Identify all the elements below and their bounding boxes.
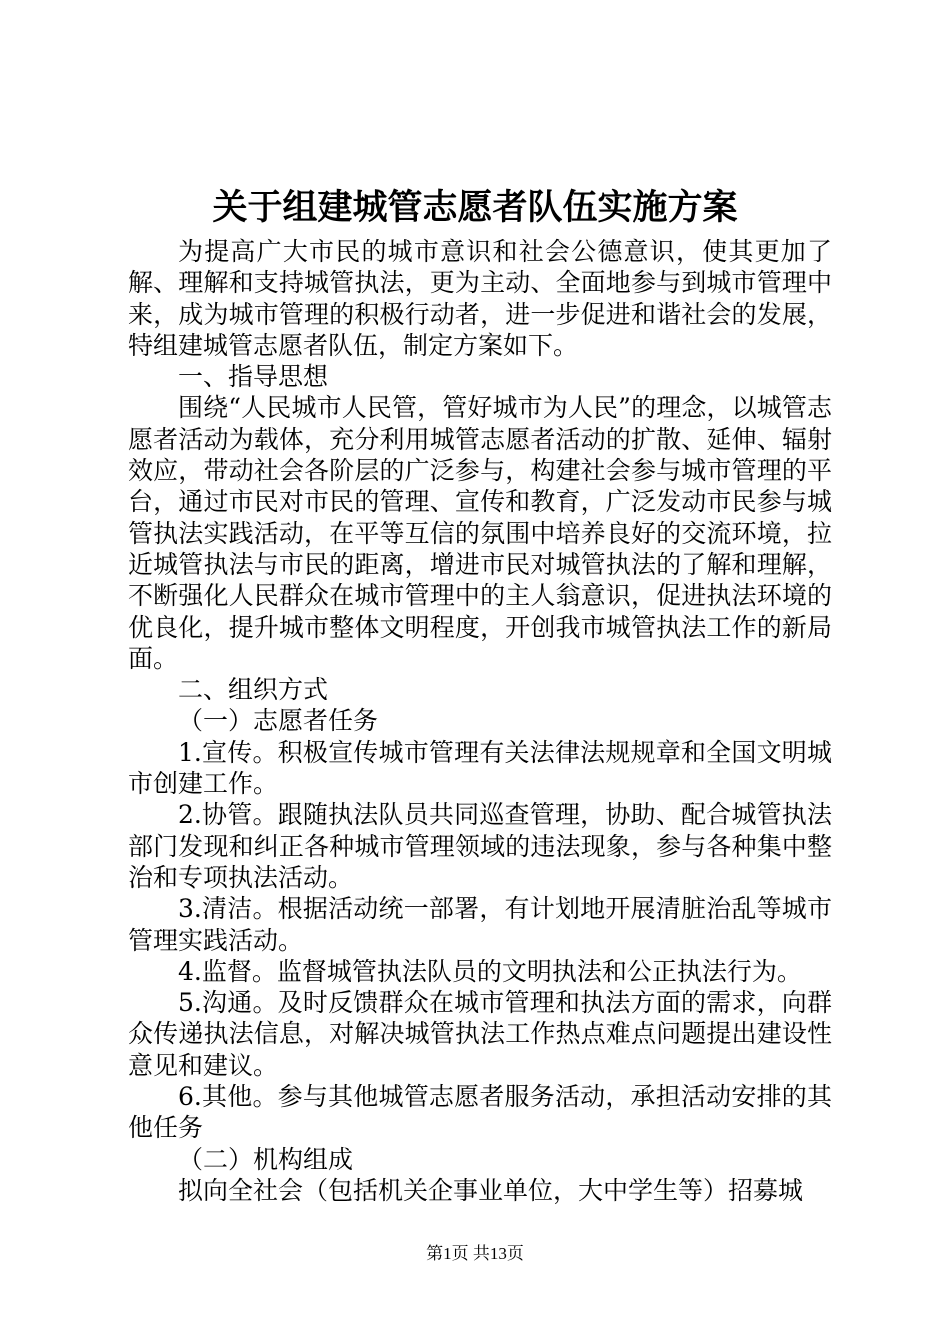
subsection-heading-organization-structure: （二）机构组成: [178, 1144, 354, 1174]
organization-structure-paragraph: 拟向全社会（包括机关企事业单位，大中学生等）招募城: [178, 1175, 804, 1205]
task-item: 1.宣传。积极宣传城市管理有关法律法规规章和全国文明城市创建工作。: [128, 737, 832, 799]
guiding-thought-paragraph: 围绕“人民城市人民管，管好城市为人民”的理念，以城管志愿者活动为载体，充分利用城管志愿者活动的扩散、延伸、辐射效应，带动社会各阶层的广泛参与，构建社会参与城市管理的平台，通过市民对市民的管理、宣传和教育，广泛发动市民参与城管执法实践活动，在平等互信的氛围中培养良好的交流环境，拉近城管执法与市民的距离，增进市民对城管执法的了解和理解，不断强化人民群众在城市管理中的主人翁意识，促进执法环境的优良化，提升城市整体文明程度，开创我市城管执法工作的新局面。: [128, 393, 832, 673]
document-body: [128, 236, 832, 1206]
intro-paragraph: 为提高广大市民的城市意识和社会公德意识，使其更加了解、理解和支持城管执法，更为主动、全面地参与到城市管理中来，成为城市管理的积极行动者，进一步促进和谐社会的发展，特组建城管志愿者队伍，制定方案如下。: [128, 237, 832, 360]
task-item: 6.其他。参与其他城管志愿者服务活动，承担活动安排的其他任务: [128, 1082, 832, 1143]
section-heading-organization: 二、组织方式: [178, 675, 329, 705]
subsection-heading-volunteer-tasks: （一）志愿者任务: [178, 706, 379, 736]
task-item: 4.监督。监督城管执法队员的文明执法和公正执法行为。: [178, 956, 802, 986]
task-item: 5.沟通。及时反馈群众在城市管理和执法方面的需求，向群众传递执法信息，对解决城管执法工作热点难点问题提出建设性意见和建议。: [128, 988, 832, 1080]
page-footer: 第1页 共13页: [426, 1244, 524, 1263]
section-heading-guiding-thought: 一、指导思想: [178, 362, 329, 392]
document-title: 关于组建城管志愿者队伍实施方案: [212, 187, 738, 228]
task-item: 2.协管。跟随执法队员共同巡查管理，协助、配合城管执法部门发现和纠正各种城市管理领域的违法现象，参与各种集中整治和专项执法活动。: [128, 800, 832, 892]
task-item: 3.清洁。根据活动统一部署，有计划地开展清脏治乱等城市管理实践活动。: [128, 894, 832, 955]
